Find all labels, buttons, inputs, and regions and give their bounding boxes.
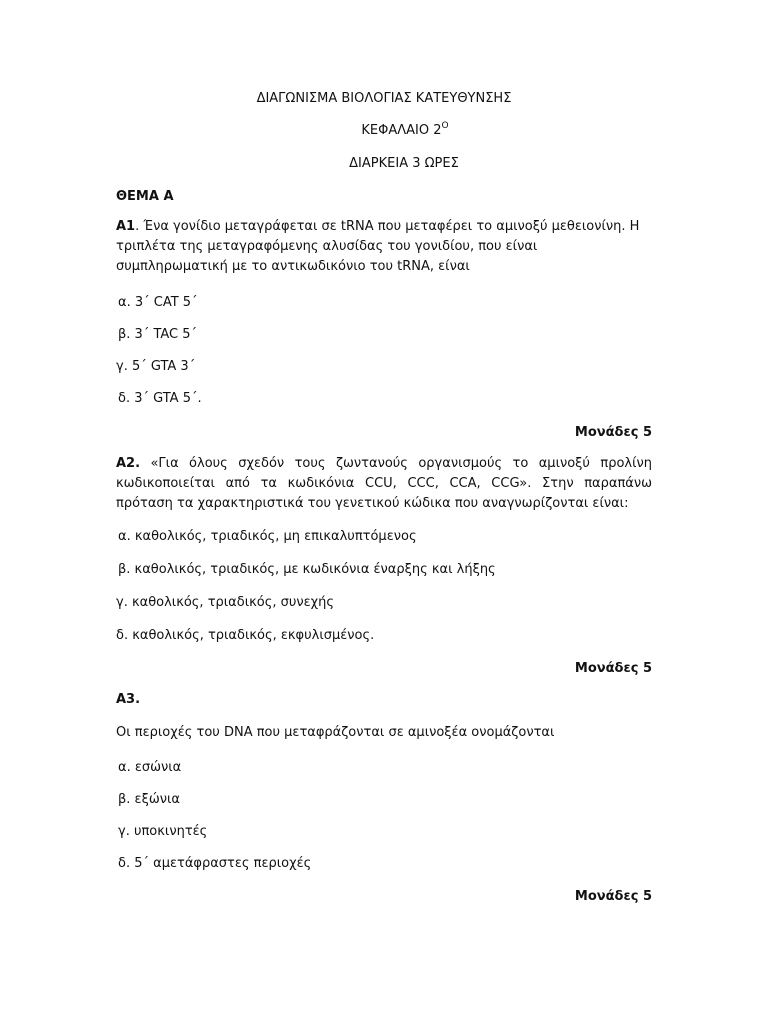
duration-heading: ΔΙΑΡΚΕΙΑ 3 ΩΡΕΣ [349, 156, 459, 171]
question-number: Α1 [116, 219, 136, 234]
option-a2-a: α. καθολικός, τριαδικός, μη επικαλυπτόμενος [118, 529, 417, 544]
question-a1 [116, 217, 652, 277]
question-number: Α2. [116, 456, 141, 471]
option-a3-b: β. εξώνια [118, 792, 180, 807]
option-a2-c: γ. καθολικός, τριαδικός, συνεχής [116, 595, 335, 610]
option-a2-b: β. καθολικός, τριαδικός, με κωδικόνια έναρξης και λήξης [118, 562, 496, 577]
chapter-label: ΚΕΦΑΛΑΙΟ 2 [361, 123, 442, 138]
question-text: . Ένα γονίδιο μεταγράφεται σε tRNA που μεταφέρει το αμινοξύ μεθειονίνη. Η τριπλέτα της μεταγραφόμενης αλυσίδας του γονιδίου, που είναι συμπληρωματική με το αντικωδικόνιο του tRNA, είναι [116, 219, 640, 274]
chapter-heading [0, 122, 768, 139]
option-a2-d: δ. καθολικός, τριαδικός, εκφυλισμένος. [116, 628, 375, 643]
option-a1-d: δ. 3΄ GTA 5΄. [118, 391, 202, 406]
option-a1-c: γ. 5΄ GTA 3΄ [116, 359, 196, 374]
option-a3-d: δ. 5΄ αμετάφραστες περιοχές [118, 856, 312, 871]
question-text: «Για όλους σχεδόν τους ζωντανούς οργανισμούς το αμινοξύ προλίνη κωδικοποιείται από τα κωδικόνια CCU, CCC, CCA, CCG». Στην παραπάνω πρόταση τα χαρακτηριστικά του γενετικού κώδικα που αναγνωρίζονται είναι: [116, 456, 652, 511]
option-a1-b: β. 3΄ TAC 5΄ [118, 327, 198, 342]
option-a3-c: γ. υποκινητές [118, 824, 208, 839]
section-title: ΘΕΜΑ Α [116, 189, 174, 204]
marks-a3: Μονάδες 5 [574, 889, 652, 904]
option-a3-a: α. εσώνια [118, 760, 182, 775]
marks-a1: Μονάδες 5 [574, 425, 652, 440]
question-a3-text: Οι περιοχές του DNA που μεταφράζονται σε αμινοξέα ονομάζονται [116, 725, 555, 740]
question-a2 [116, 454, 652, 514]
exam-title: ΔΙΑΓΩΝΙΣΜΑ ΒΙΟΛΟΓΙΑΣ ΚΑΤΕΥΘΥΝΣΗΣ [256, 91, 512, 106]
option-a1-a: α. 3΄ CAT 5΄ [118, 295, 198, 310]
question-a3-number: Α3. [116, 692, 141, 707]
marks-a2: Μονάδες 5 [574, 661, 652, 676]
chapter-superscript: Ο [441, 120, 449, 131]
